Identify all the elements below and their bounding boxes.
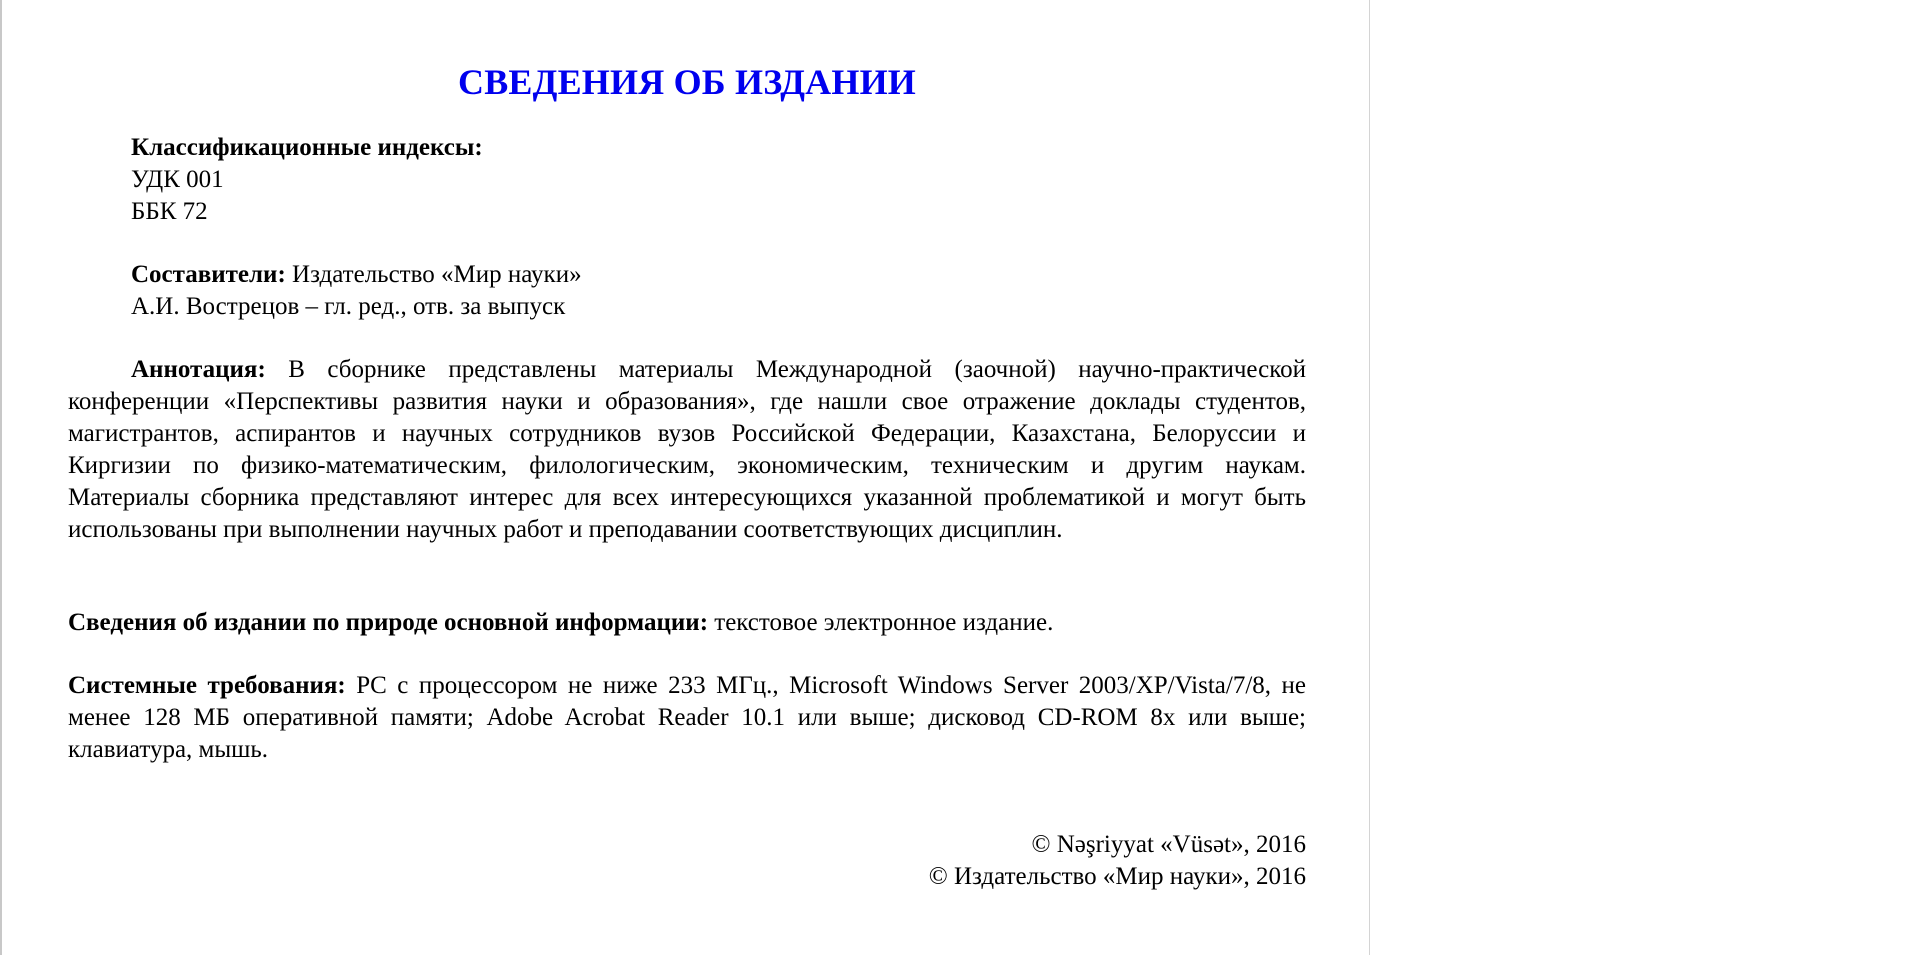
requirements-text: PC с процессором не ниже 233 МГц., Microsoft Windows Server 2003/XP/Vista/7/8, не менее 128 МБ оперативной памяти; Adobe Acrobat Reader 10.1 или выше; дисковод CD-ROM 8x или выше; клавиатура, мышь. <box>68 672 1306 763</box>
copyright-line-1: © Nəşriyyat «Vüsət», 2016 <box>1031 831 1306 858</box>
nature-section <box>68 607 1306 639</box>
bbk-index: ББК 72 <box>131 198 208 225</box>
compilers-label: Составители: <box>131 261 286 288</box>
copyright-line-2: © Издательство «Мир науки», 2016 <box>928 863 1306 890</box>
annotation-text: В сборнике представлены материалы Международной (заочной) научно-практической конференции «Перспективы развития науки и образования», где нашли свое отражение доклады студентов, магистрантов, аспирантов и научных сотрудников вузов Российской Федерации, Казахстана, Белоруссии и Киргизии по физико-математическим, филологическим, экономическим, техническим и другим наукам. Материалы сборника представляют интерес для всех интересующихся указанной проблематикой и могут быть использованы при выполнении научных работ и преподавании соответствующих дисциплин. <box>68 356 1307 543</box>
compilers-value: Издательство «Мир науки» <box>292 261 582 288</box>
annotation-section <box>68 354 1306 546</box>
requirements-section <box>68 670 1306 766</box>
nature-label: Сведения об издании по природе основной информации: <box>68 609 709 636</box>
copyright-section <box>68 829 1306 893</box>
classification-label: Классификационные индексы: <box>131 134 483 161</box>
nature-value: текстовое электронное издание. <box>714 609 1054 636</box>
udk-index: УДК 001 <box>131 166 224 193</box>
editor-line: А.И. Вострецов – гл. ред., отв. за выпуск <box>131 293 566 320</box>
annotation-label: Аннотация: <box>131 356 266 383</box>
classification-section <box>68 132 1369 228</box>
compilers-section <box>68 259 1369 323</box>
page-title: СВЕДЕНИЯ ОБ ИЗДАНИИ <box>458 62 916 102</box>
requirements-label: Системные требования: <box>68 672 346 699</box>
